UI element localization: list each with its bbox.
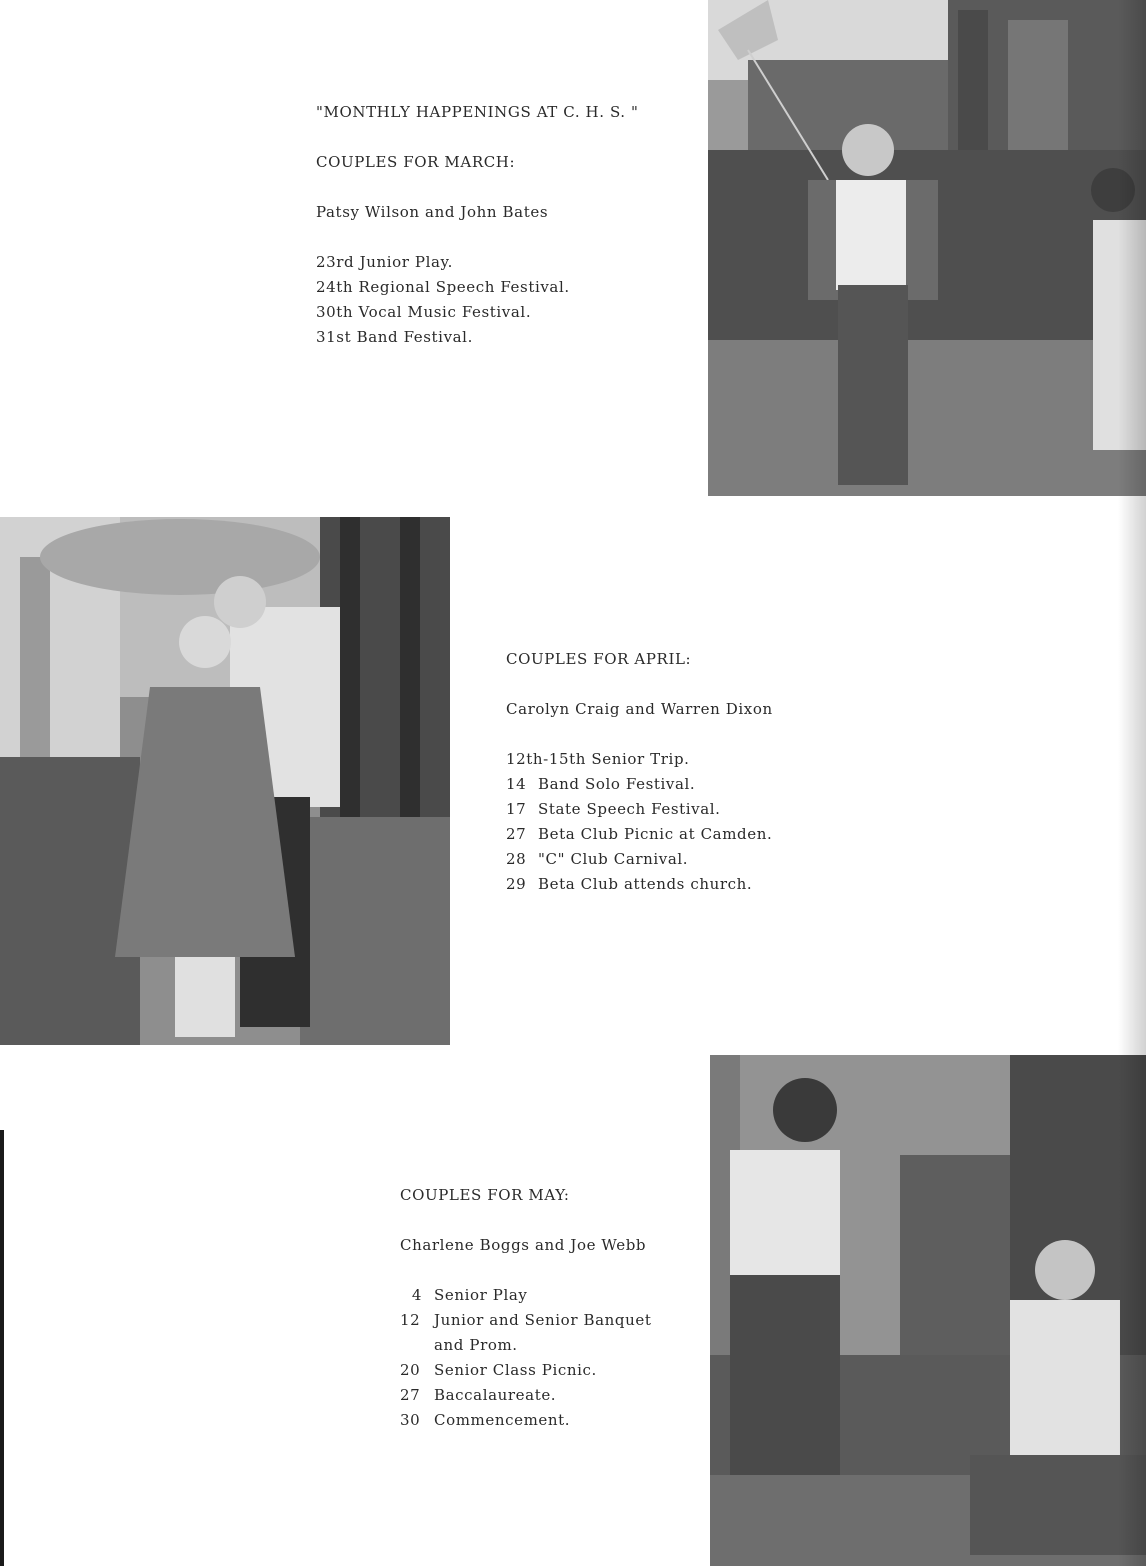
event-text: Commencement. bbox=[434, 1411, 571, 1429]
april-couple: Carolyn Craig and Warren Dixon bbox=[506, 700, 773, 718]
event-item bbox=[400, 1308, 700, 1333]
event-text: Senior Play bbox=[434, 1286, 528, 1304]
event-text: 24th Regional Speech Festival. bbox=[316, 278, 570, 296]
event-text: Beta Club Picnic at Camden. bbox=[538, 825, 773, 843]
may-couple: Charlene Boggs and Joe Webb bbox=[400, 1236, 647, 1254]
march-heading: COUPLES FOR MARCH: bbox=[316, 153, 516, 171]
page-edge bbox=[0, 1130, 4, 1566]
event-text: Senior Class Picnic. bbox=[434, 1361, 597, 1379]
event-day: 27 bbox=[400, 1386, 421, 1404]
event-item bbox=[506, 847, 886, 872]
event-day: 30 bbox=[400, 1411, 421, 1429]
kneeling-couple-photo bbox=[710, 1055, 1146, 1566]
event-day: 29 bbox=[506, 875, 527, 893]
event-day: 4 bbox=[411, 1286, 423, 1304]
event-text: "C" Club Carnival. bbox=[538, 850, 689, 868]
event-day: 14 bbox=[506, 775, 527, 793]
event-day bbox=[400, 1333, 434, 1358]
march-couple: Patsy Wilson and John Bates bbox=[316, 203, 549, 221]
event-day: 17 bbox=[506, 800, 527, 818]
event-text: and Prom. bbox=[434, 1336, 518, 1354]
kite-couple-photo bbox=[708, 0, 1146, 496]
event-day: 28 bbox=[506, 850, 527, 868]
event-item bbox=[400, 1383, 700, 1408]
event-item bbox=[400, 1408, 700, 1433]
event-item bbox=[316, 325, 696, 350]
event-text: Band Solo Festival. bbox=[538, 775, 696, 793]
event-item bbox=[506, 797, 886, 822]
event-item bbox=[400, 1358, 700, 1383]
event-text: State Speech Festival. bbox=[538, 800, 721, 818]
page-gutter-shadow bbox=[1118, 0, 1146, 1566]
event-text: 31st Band Festival. bbox=[316, 328, 473, 346]
event-text: 12th-15th Senior Trip. bbox=[506, 750, 690, 768]
event-text: 23rd Junior Play. bbox=[316, 253, 454, 271]
event-item bbox=[506, 772, 886, 797]
april-events bbox=[506, 747, 886, 897]
event-text: 30th Vocal Music Festival. bbox=[316, 303, 532, 321]
umbrella-couple-photo bbox=[0, 517, 450, 1045]
page-title: "MONTHLY HAPPENINGS AT C. H. S. " bbox=[316, 103, 639, 121]
march-events bbox=[316, 250, 696, 350]
event-item bbox=[316, 275, 696, 300]
event-item bbox=[316, 250, 696, 275]
event-day: 27 bbox=[506, 825, 527, 843]
event-item bbox=[400, 1283, 700, 1308]
event-text: Junior and Senior Banquet bbox=[434, 1311, 652, 1329]
event-item bbox=[506, 822, 886, 847]
event-text: Beta Club attends church. bbox=[538, 875, 753, 893]
may-events bbox=[400, 1283, 700, 1433]
event-item bbox=[400, 1333, 700, 1358]
march-section bbox=[316, 100, 696, 350]
event-day: 20 bbox=[400, 1361, 421, 1379]
april-heading: COUPLES FOR APRIL: bbox=[506, 650, 692, 668]
april-section bbox=[506, 647, 886, 897]
event-day: 12 bbox=[400, 1311, 421, 1329]
event-text: Baccalaureate. bbox=[434, 1386, 557, 1404]
may-section bbox=[400, 1183, 700, 1433]
event-item bbox=[506, 872, 886, 897]
event-item bbox=[316, 300, 696, 325]
event-item bbox=[506, 747, 886, 772]
may-heading: COUPLES FOR MAY: bbox=[400, 1186, 570, 1204]
